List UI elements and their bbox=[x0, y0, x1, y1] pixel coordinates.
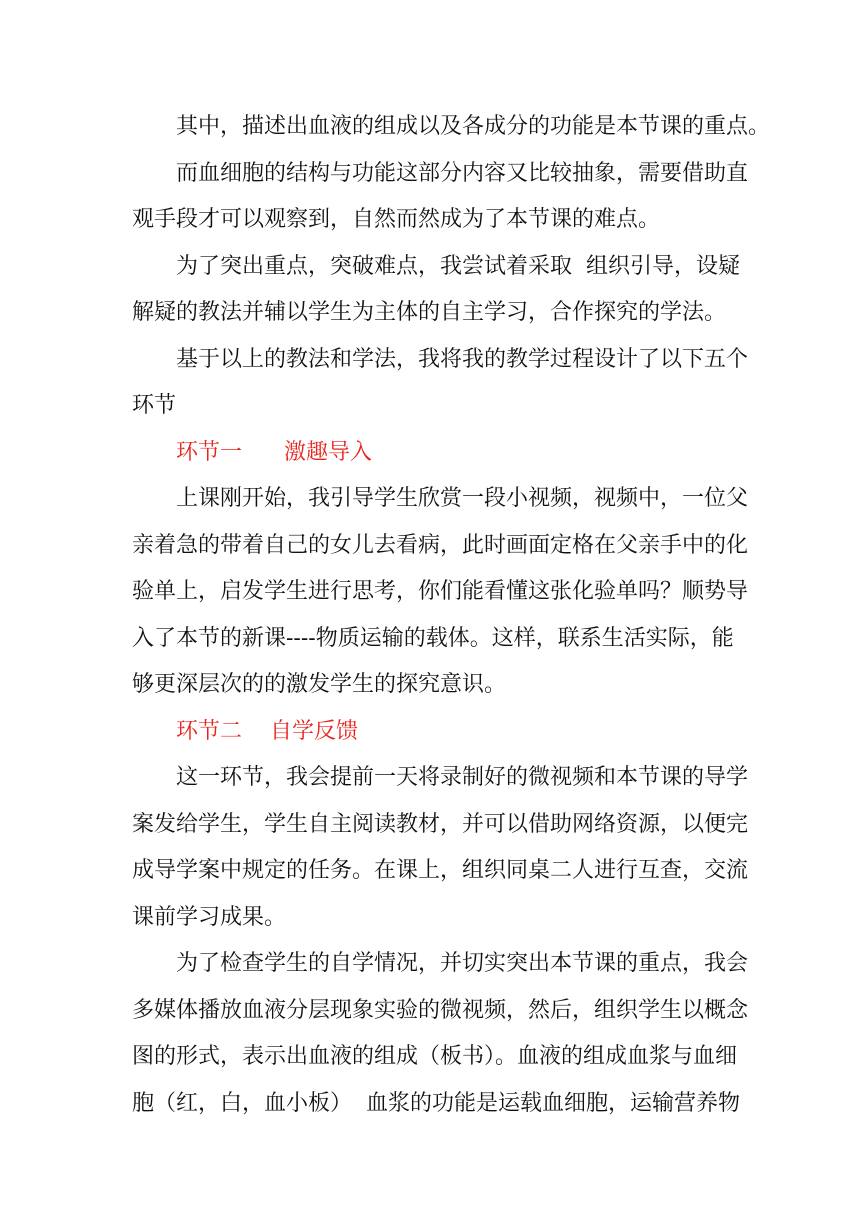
body-line: 为了检查学生的自学情况，并切实突出本节课的重点，我会 bbox=[176, 951, 749, 976]
body-line: 案发给学生，学生自主阅读教材，并可以借助网络资源，以便完 bbox=[132, 811, 749, 837]
body-line: 环节 bbox=[132, 393, 177, 418]
document-body bbox=[132, 104, 771, 1127]
body-line: 为了突出重点，突破难点，我尝试着采取 组织引导，设疑 bbox=[176, 253, 740, 279]
section-heading-2: 环节二 自学反馈 bbox=[176, 718, 358, 744]
body-line: 这一环节，我会提前一天将录制好的微视频和本节课的导学 bbox=[176, 765, 749, 790]
body-line: 图的形式，表示出血液的组成（板书）。血液的组成血浆与血细 bbox=[132, 1044, 738, 1069]
body-line: 课前学习成果。 bbox=[132, 904, 287, 930]
body-line: 多媒体播放血液分层现象实验的微视频，然后，组织学生以概念 bbox=[132, 997, 749, 1023]
body-line: 成导学案中规定的任务。在课上，组织同桌二人进行互查，交流 bbox=[132, 858, 749, 883]
body-line: 基于以上的教法和学法，我将我的教学过程设计了以下五个 bbox=[176, 346, 749, 372]
body-line: 而血细胞的结构与功能这部分内容又比较抽象，需要借助直 bbox=[176, 160, 749, 186]
body-line: 观手段才可以观察到，自然而然成为了本节课的难点。 bbox=[132, 207, 661, 232]
body-line: 胞（红，白，血小板） 血浆的功能是运载血细胞，运输营养物 bbox=[132, 1090, 740, 1116]
body-line: 验单上，启发学生进行思考，你们能看懂这张化验单吗？顺势导 bbox=[132, 579, 749, 604]
body-line: 上课刚开始，我引导学生欣赏一段小视频，视频中，一位父 bbox=[176, 486, 749, 511]
body-line: 入了本节的新课----物质运输的载体。这样，联系生活实际，能 bbox=[132, 625, 734, 651]
section-heading-1: 环节一 激趣导入 bbox=[176, 439, 372, 465]
body-line: 亲着急的带着自己的女儿去看病，此时画面定格在父亲手中的化 bbox=[132, 532, 749, 558]
body-line: 其中，描述出血液的组成以及各成分的功能是本节课的重点。 bbox=[176, 114, 771, 139]
body-line: 解疑的教法并辅以学生为主体的自主学习，合作探究的学法。 bbox=[132, 300, 727, 325]
body-line: 够更深层次的的激发学生的探究意识。 bbox=[132, 672, 507, 697]
